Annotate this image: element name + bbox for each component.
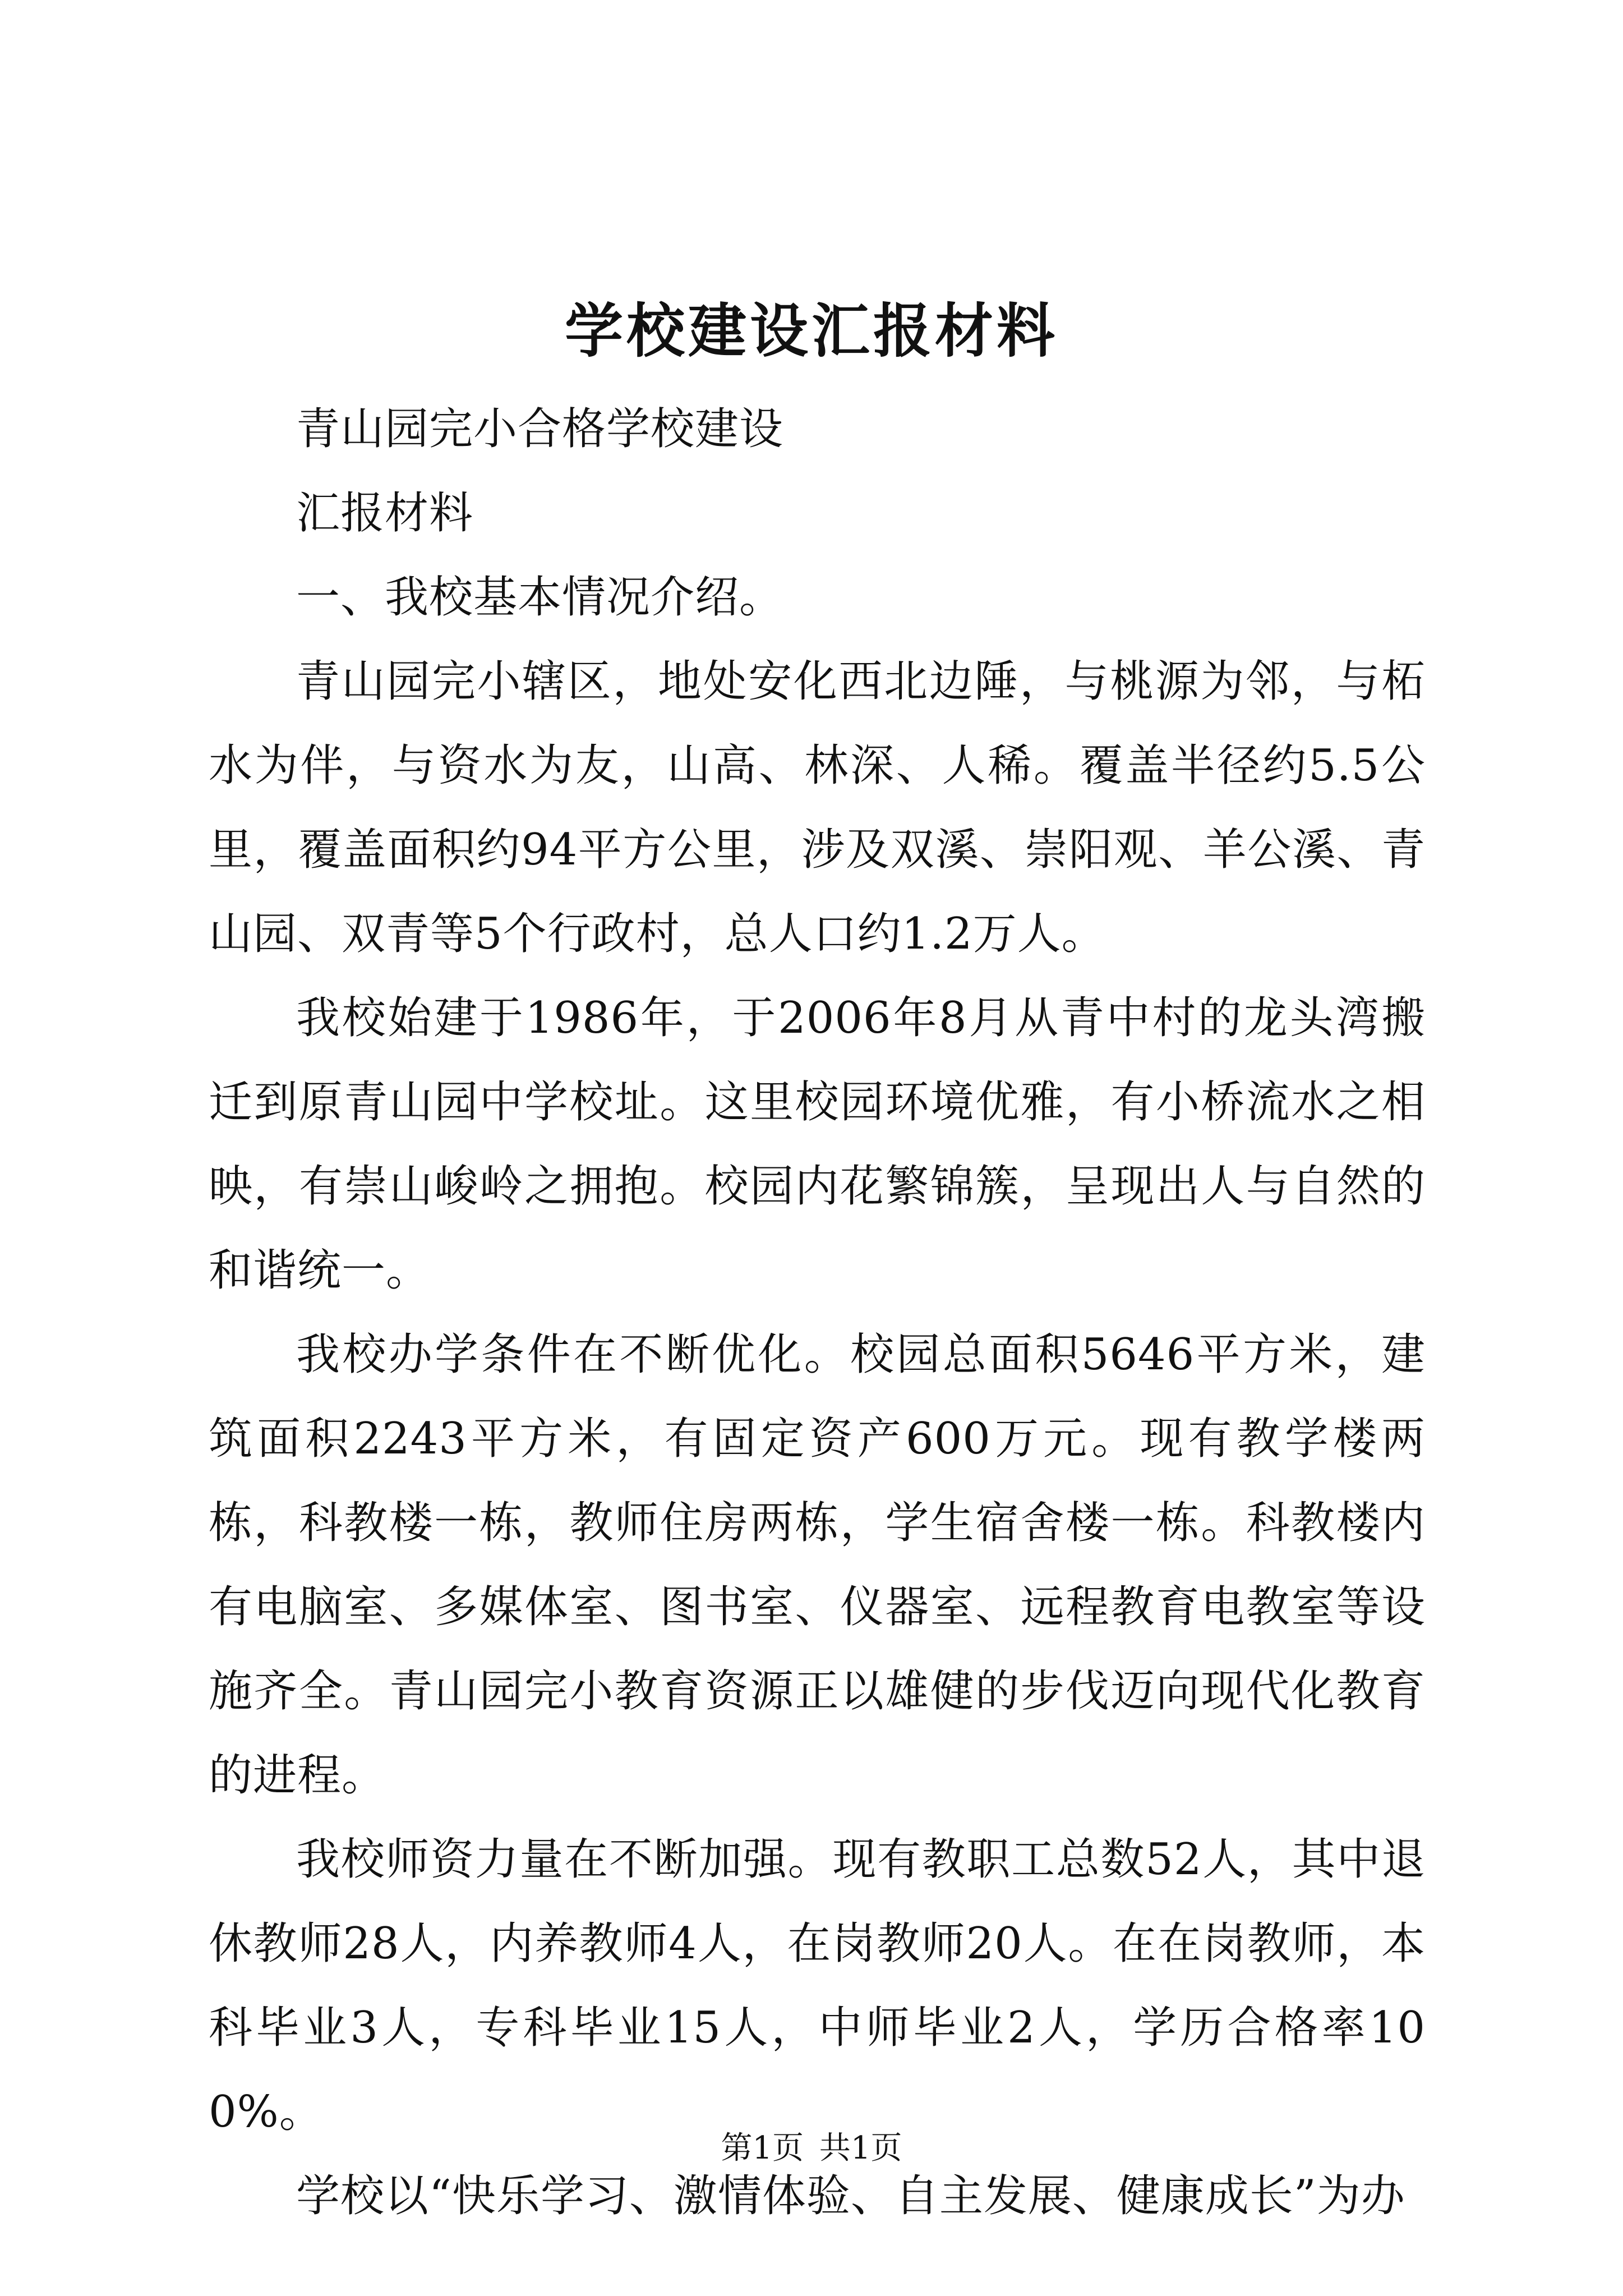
paragraph-motto: 学校以“快乐学习、激情体验、自主发展、健康成长”为办	[296, 2171, 1405, 2221]
page-footer: 第1页 共1页	[721, 2130, 902, 2166]
paragraph-facilities: 我校办学条件在不断优化。校园总面积5646平方米，建筑面积2243平方米，有固定资产600万元。现有教学楼两栋，科教楼一栋，教师住房两栋，学生宿舍楼一栋。科教楼内有电脑室、多媒体室、图书室、仪器室、远程教育电教室等设施齐全。青山园完小教育资源正以雄健的步伐迈向现代化教育的进程。	[209, 1329, 1426, 1801]
paragraph-district: 青山园完小辖区，地处安化西北边陲，与桃源为邻，与柘水为伴，与资水为友，山高、林深、人稀。覆盖半径约5.5公里，覆盖面积约94平方公里，涉及双溪、崇阳观、羊公溪、青山园、双青等5个行政村，总人口约1.2万人。	[209, 656, 1426, 959]
paragraph-report-label: 汇报材料	[296, 488, 474, 539]
paragraph-history: 我校始建于1986年，于2006年8月从青中村的龙头湾搬迁到原青山园中学校址。这里校园环境优雅，有小桥流水之相映，有崇山峻岭之拥抱。校园内花繁锦簇，呈现出人与自然的和谐统一。	[209, 993, 1426, 1296]
document-title: 学校建设汇报材料	[564, 296, 1058, 365]
paragraph-staff: 我校师资力量在不断加强。现有教职工总数52人，其中退休教师28人，内养教师4人，在岗教师20人。在在岗教师，本科毕业3人，专科毕业15人，中师毕业2人，学历合格率100%。	[209, 1834, 1426, 2137]
section-heading-basic-info: 一、我校基本情况介绍。	[296, 572, 784, 623]
document-body	[209, 387, 1426, 2238]
paragraph-school-name: 青山园完小合格学校建设	[296, 404, 784, 454]
